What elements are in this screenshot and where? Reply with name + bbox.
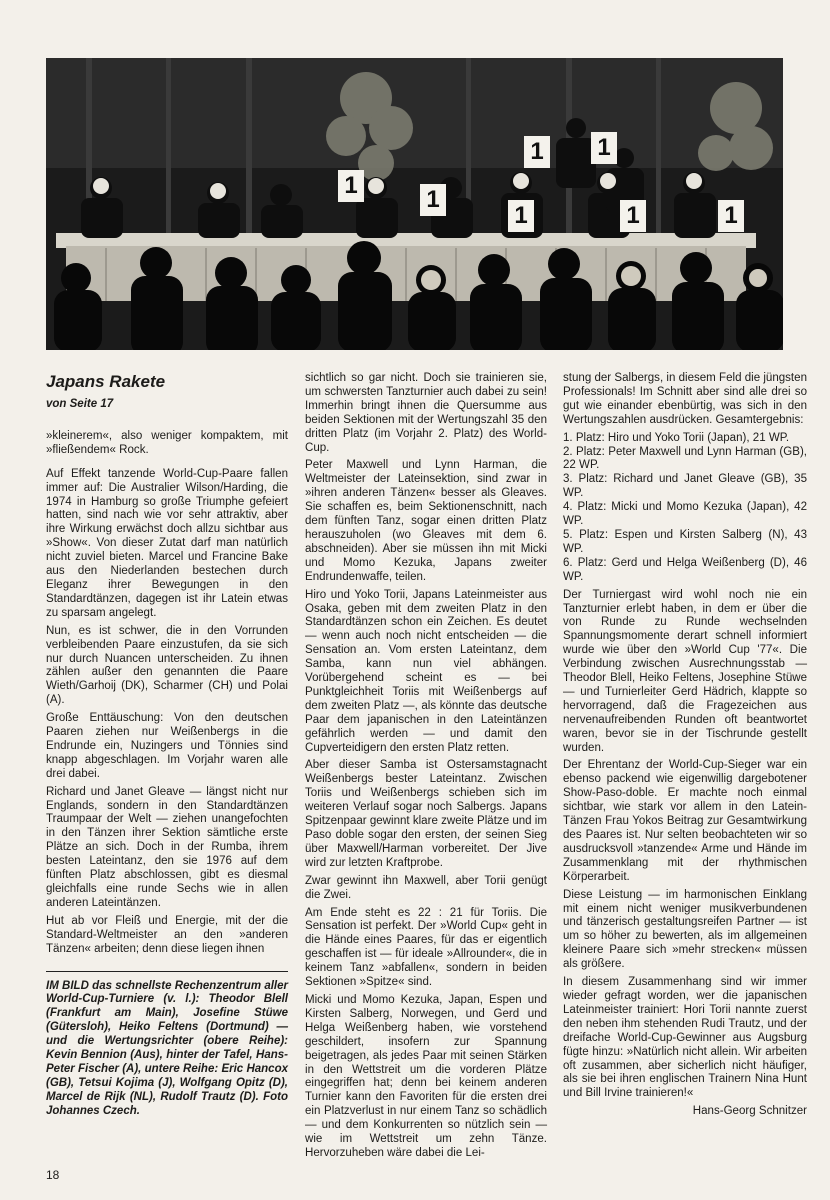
result-line: 2. Platz: Peter Maxwell und Lynn Harman (GB), 22 WP. bbox=[563, 445, 807, 472]
paragraph: Richard und Janet Gleave — längst nicht nur Englands, sondern in den Standardtänzen Traumpaar der Welt — ziehen unangefochten in den Tänzen ihrer Sektion sämtliche erste Plätze an sich. Doch in der Rumba, ihrem besten Lateintanz, den sie 1976 auf dem fünften Platz abschlossen, gibt es diesmal gleichfalls eine runde Sechs wie in allen anderen Lateintänzen. bbox=[46, 785, 288, 909]
scorecard: 1 bbox=[508, 200, 534, 232]
paragraph: Diese Leistung — im harmonischen Einklang mit einem nicht weniger musikverbundenen und tänzerisch gestaltungsreifen Partner — ist um so höher zu bewerten, als im allgemeinen kleinere Paare sich »mehr strecken« müssen als größere. bbox=[563, 888, 807, 971]
article-subhead: von Seite 17 bbox=[46, 398, 114, 410]
paragraph: Der Ehrentanz der World-Cup-Sieger war ein ebenso packend wie eigenwillig dargebotener Show-Paso-doble. Er machte noch einmal sichtbar, wie stark vor allem in den Latein-Tänzen Frau Yokos Beitrag zur Gesamtwirkung des Paares ist. Nur selten beobachteten wir so ausdrucksvoll »tanzende« Arme und Hände im Zusammenklang mit der rhythmischen Körperarbeit. bbox=[563, 759, 807, 883]
paragraph: Hiro und Yoko Torii, Japans Lateinmeister aus Osaka, geben mit dem zweiten Platz in den Standardtänzen schon ein Zeichen. Es deutet — wenn auch noch nicht entscheiden — die Sensation an. Vom ersten Lateintanz, dem Samba, kann nun viel abhängen. Vorübergehend scheint es — bei Punktgleichheit Toriis mit Weißenbergs auf dem zweiten Platz —, als könnte das deutsche Paar dem japanischen in den Lateintänzen gefährlich werden — und damit den Cupverteidigern den ersten Platz retten. bbox=[305, 588, 547, 754]
article-column-2 bbox=[305, 372, 547, 1165]
paragraph: Große Enttäuschung: Von den deutschen Paaren ziehen nur Weißenbergs in die Endrunde ein, Nuzingers und Tönnies sind knapp abgeschlagen. Im Vorjahr waren alle drei dabei. bbox=[46, 712, 288, 780]
paragraph: Am Ende steht es 22 : 21 für Toriis. Die Sensation ist perfekt. Der »World Cup« geht in die Hände eines Paares, für das er eigentlich geschaffen ist — für ideale »Allrounder«, die in keinem Tanz »abfallen«, sondern in beiden Sektionen »Spitze« sind. bbox=[305, 906, 547, 989]
scorecard: 1 bbox=[718, 200, 744, 232]
article-column-3 bbox=[563, 372, 807, 1119]
article-headline: Japans Rakete bbox=[46, 372, 166, 391]
result-line: 1. Platz: Hiro und Yoko Torii (Japan), 21 WP. bbox=[563, 431, 790, 444]
paragraph: Auf Effekt tanzende World-Cup-Paare fallen immer auf: Die Australier Wilson/Harding, die 1974 in Hamburg so große Triumphe gefeiert hatten, sind nach wie vor sehr attraktiv, aber ihre Wirkung erwächst doch allzu sichtbar aus »Show«. Von dieser Zutat darf man natürlich nicht zuviel bieten. Marcel und Francine Bake aus den Niederlanden bestechen durch Eleganz ihrer Bewegungen in den Standardtänzen, dagegen ist ihr Latein etwas zu sparsam angelegt. bbox=[46, 467, 288, 619]
page-number: 18 bbox=[46, 1168, 60, 1182]
caption-divider bbox=[46, 971, 288, 972]
paragraph: »kleinerem«, also weniger kompaktem, mit »fließendem« Rock. bbox=[46, 429, 288, 456]
scorecard: 1 bbox=[591, 132, 617, 164]
article-column-1 bbox=[46, 372, 288, 1119]
paragraph: In diesem Zusammenhang sind wir immer wieder gefragt worden, wer die japanischen Lateinmeister trainiert: Hori Torii nannte zuerst den neben ihm stehenden Rudi Trautz, und der dreifache World-Cup-Gewinner aus Augsburg fügte hinzu: »Natürlich nicht allein. Wir arbeiten oft zusammen, aber sicherlich nicht häufiger, als sie bei ihren englischen Trainern Nina Hunt und Bill Irvine trainieren!« bbox=[563, 976, 807, 1100]
photo-caption: IM BILD das schnellste Rechenzentrum aller World-Cup-Turniere (v. l.): Theodor Blell (Frankfurt am Main), Josefine Stüwe (Gütersloh), Heiko Feltens (Dortmund) — und die Wertungsrichter (obere Reihe): Kevin Bennion (Aus), hinter der Tafel, Hans-Peter Fischer (A), untere Reihe: Eric Hancox (GB), Tetsui Kojima (J), Wolfgang Opitz (D), Marcel de Rijk (NL), Rudolf Trautz (D). Foto Johannes Czech. bbox=[46, 979, 288, 1117]
scorecard: 1 bbox=[420, 184, 446, 216]
paragraph: Der Turniergast wird wohl noch nie ein Tanzturnier erlebt haben, in dem er über die von Runde zu Runde wechselnden Spannungsmomente derart schnell informiert wurde wie über den »World Cup '77«. Die Verbindung zwischen Ausrechnungsstab — Theodor Blell, Heiko Feltens, Josephine Stüwe — und Turnierleiter Gerd Hädrich, klappte so hervorragend, daß die Fragezeichen aus nervenaufreibenden Runden oft beantwortet waren, bevor sie in der Tischrunde gestellt wurden. bbox=[563, 588, 807, 754]
paragraph: Aber dieser Samba ist Ostersamstagnacht Weißenbergs bester Lateintanz. Zwischen Toriis und Weißenbergs schieben sich im weiteren Verlauf sogar noch Salbergs. Japans Spitzenpaar gewinnt klare zweite Plätze und im Paso doble sogar den ersten, der seinen Sieg über Maxwell/Harman vorbereitet. Der Jive wird zur letzten Kraftprobe. bbox=[305, 759, 547, 869]
paragraph: Peter Maxwell und Lynn Harman, die Weltmeister der Lateinsektion, sind zwar in »ihren anderen Tänzen« besser als Gleaves. Sie schaffen es, beim Sektionenschnitt, nach dem fünften Tanz, sogar einen dritten Platz herauszuholen (wo Gleaves mit dem 6. abschneiden). Aber sie müssen ihn mit Micki und Momo Kezuka, Japans zweiter Endrundenwaffe, teilen. bbox=[305, 459, 547, 583]
paragraph: Micki und Momo Kezuka, Japan, Espen und Kirsten Salberg, Norwegen, und Gerd und Helga Weißenberg haben, wie vorstehend geschildert, insofern zur Spannung beigetragen, als jedes Paar mit seinen Stärken in den Wettstreit um die vorderen Plätze eingegriffen hat; denn bei keinem anderen Turnier kann den Favoriten für die ersten drei ein Platzverlust in nur einem Tanz so schädlich — und dem Konkurrenten so nützlich sein — wie im Wettstreit um zehn Tänze. Hervorzuheben wäre dabei die Lei- bbox=[305, 993, 547, 1159]
result-line: 6. Platz: Gerd und Helga Weißenberg (D), 46 WP. bbox=[563, 556, 807, 583]
paragraph: Nun, es ist schwer, die in den Vorrunden verbleibenden Paare einzustufen, da sie sich nur durch Nuancen unterscheiden. Zu ihnen zählen außer den genannten die Paare Wieth/Garhoij (DK), Scharmer (CH) und Polai (A). bbox=[46, 624, 288, 707]
scorecard: 1 bbox=[524, 136, 550, 168]
audience-silhouettes bbox=[46, 58, 783, 350]
scorecard: 1 bbox=[338, 170, 364, 202]
author-signature: Hans-Georg Schnitzer bbox=[692, 1105, 807, 1118]
paragraph: stung der Salbergs, in diesem Feld die jüngsten Professionals! Im Schnitt aber sind alle drei so gut wie einander ebenbürtig, was sich in den Wertungszahlen ausdrücken. Gesamtergebnis: bbox=[563, 372, 807, 426]
result-line: 5. Platz: Espen und Kirsten Salberg (N), 43 WP. bbox=[563, 528, 807, 555]
scorecard: 1 bbox=[620, 200, 646, 232]
paragraph: Hut ab vor Fleiß und Energie, mit der die Standard-Weltmeister an den »anderen Tänzen« arbeiten; denn diese liegen ihnen bbox=[46, 914, 288, 955]
result-line: 3. Platz: Richard und Janet Gleave (GB), 35 WP. bbox=[563, 473, 807, 500]
result-line: 4. Platz: Micki und Momo Kezuka (Japan), 42 WP. bbox=[563, 501, 807, 528]
jury-photo bbox=[46, 58, 783, 350]
paragraph: Zwar gewinnt ihn Maxwell, aber Torii genügt die Zwei. bbox=[305, 874, 547, 901]
paragraph: sichtlich so gar nicht. Doch sie trainieren sie, um schwersten Tanzturnier auch dabei zu sein! Immerhin bringt ihnen die Quersumme aus beiden Sektionen mit der Wertungszahl 35 den dritten Platz (im Vorjahr 2. Platz) des World-Cup. bbox=[305, 372, 547, 454]
